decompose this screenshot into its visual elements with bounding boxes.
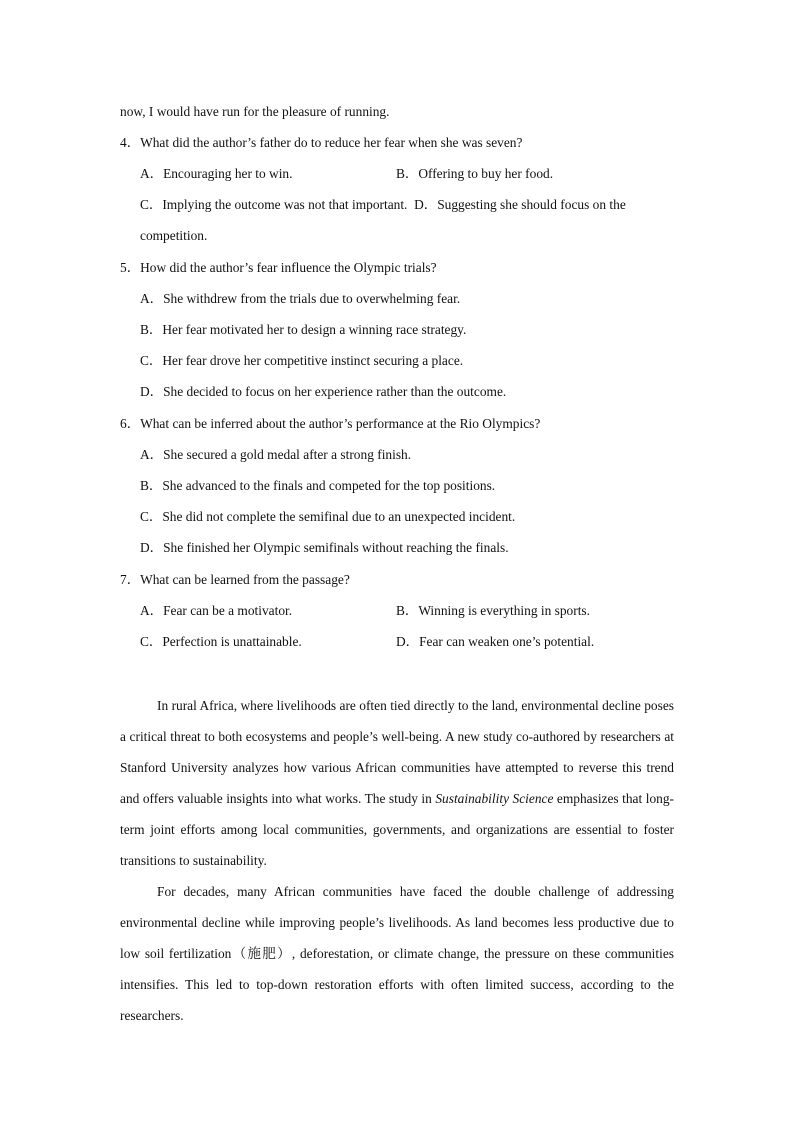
q7-option-c [140, 633, 302, 651]
option-letter: C． [140, 353, 163, 368]
question-text: How did the author’s fear influence the Olympic trials? [140, 260, 437, 275]
q5-option-b [140, 321, 466, 339]
question-4 [120, 134, 522, 152]
q7-option-a [140, 602, 292, 620]
q4-options-c-d [140, 196, 626, 214]
option-letter: C． [140, 634, 163, 649]
paragraph-text: emphasizes that long-term joint efforts among local communities, governments, and organizations are essential to foster transitions to sustainability. [120, 791, 674, 868]
question-number: 4． [120, 135, 141, 150]
option-text: She withdrew from the trials due to overwhelming fear. [163, 291, 461, 306]
q6-option-c [140, 508, 515, 526]
option-text: Fear can be a motivator. [163, 603, 293, 618]
option-text: She did not complete the semifinal due to an unexpected incident. [162, 509, 516, 524]
passage-tail-line: now, I would have run for the pleasure of running. [120, 104, 390, 119]
question-6 [120, 415, 540, 433]
option-text: She secured a gold medal after a strong finish. [163, 447, 412, 462]
question-5 [120, 259, 437, 277]
question-text: What can be learned from the passage? [140, 572, 350, 587]
option-text: Implying the outcome was not that important. [162, 197, 408, 212]
q6-option-d [140, 539, 509, 557]
q4-option-a [140, 165, 292, 183]
option-text: She decided to focus on her experience rather than the outcome. [163, 384, 507, 399]
option-letter: A． [140, 166, 164, 181]
option-letter: C． [140, 197, 163, 212]
option-text: Fear can weaken one’s potential. [419, 634, 595, 649]
option-text: Encouraging her to win. [163, 166, 293, 181]
option-letter: D． [396, 634, 420, 649]
option-text: Offering to buy her food. [418, 166, 554, 181]
passage-paragraph-1 [120, 690, 674, 876]
option-text: Suggesting she should focus on the [437, 197, 626, 212]
option-text: She finished her Olympic semifinals without reaching the finals. [163, 540, 509, 555]
option-text: Perfection is unattainable. [162, 634, 302, 649]
journal-title: Sustainability Science [435, 791, 554, 806]
q4-option-d-continuation: competition. [140, 228, 208, 243]
option-letter: B． [396, 603, 419, 618]
option-text: Her fear motivated her to design a winning race strategy. [162, 322, 467, 337]
option-letter: D． [140, 384, 164, 399]
question-7 [120, 571, 350, 589]
option-text: Winning is everything in sports. [418, 603, 590, 618]
option-letter: A． [140, 603, 164, 618]
option-letter: A． [140, 291, 164, 306]
passage-paragraph-2: For decades, many African communities have faced the double challenge of addressing environmental decline while improving people’s livelihoods. As land becomes less productive due to low soil fertilization（施肥）, deforestation, or climate change, the pressure on these communities intensifies. This led to top-down restoration efforts with often limited success, according to the researchers. [120, 884, 674, 1023]
question-text: What can be inferred about the author’s performance at the Rio Olympics? [140, 416, 541, 431]
passage-2 [120, 690, 674, 1031]
question-text: What did the author’s father do to reduce her fear when she was seven? [140, 135, 523, 150]
option-letter: C． [140, 509, 163, 524]
question-number: 7． [120, 572, 141, 587]
q7-option-d [396, 633, 594, 651]
q5-option-c [140, 352, 463, 370]
option-letter: A． [140, 447, 164, 462]
option-letter: B． [396, 166, 419, 181]
paragraph-text: In rural Africa, where livelihoods are often tied directly to the land, environmental decline poses a critical threat to both ecosystems and people’s well-being. A new study co-authored by researchers at Stanford University analyzes how various African communities have attempted to reverse this trend and offers valuable insights into what works. The study in [120, 698, 674, 806]
q5-option-d [140, 383, 506, 401]
q4-option-b [396, 165, 553, 183]
option-letter: B． [140, 322, 163, 337]
option-letter: D． [414, 197, 438, 212]
q6-option-a [140, 446, 411, 464]
option-letter: D． [140, 540, 164, 555]
question-number: 5． [120, 260, 141, 275]
q5-option-a [140, 290, 460, 308]
option-letter: B． [140, 478, 163, 493]
option-text: She advanced to the finals and competed for the top positions. [162, 478, 496, 493]
option-text: Her fear drove her competitive instinct securing a place. [162, 353, 464, 368]
q7-option-b [396, 602, 590, 620]
question-number: 6． [120, 416, 141, 431]
q6-option-b [140, 477, 495, 495]
